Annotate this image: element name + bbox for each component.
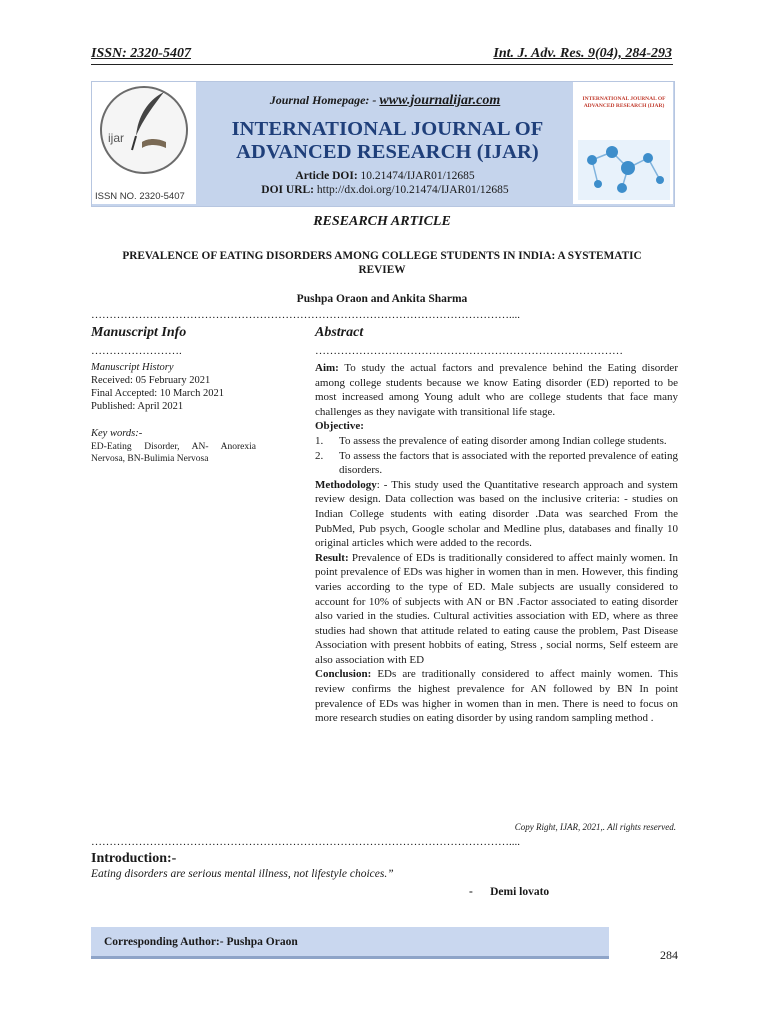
dotted-rule-left: …………………….	[91, 345, 182, 357]
citation-header: Int. J. Adv. Res. 9(04), 284-293	[493, 46, 672, 61]
result-text: Prevalence of EDs is traditionally considered to affect mainly women. In point prevalence of EDs was higher in women than in men. However, this finding varies according to the type of ED. Male subjects are usually considered to account for 10% of subjects with AN or BN .Factor associated to eating disorder also varied in the studies. Cultural activities association with ED, where as three studies had shown that attitude related to eating cause the problem, Past Disease Association with present hobbits of eating, Stress , social norms, Self esteem are also association with ED	[315, 551, 678, 666]
article-title	[91, 249, 673, 277]
issn-header: ISSN: 2320-5407	[91, 46, 191, 61]
keywords-label: Key words:-	[91, 428, 143, 439]
objective-item: 2. To assess the factors that is associated with the reported prevalence of eating disorders.	[315, 449, 678, 477]
homepage-link[interactable]: www.journalijar.com	[379, 93, 501, 108]
abstract-heading: Abstract	[315, 325, 364, 340]
molecule-icon	[578, 140, 670, 200]
abstract-body	[315, 361, 678, 726]
conclusion-text: EDs are traditionally considered to affect mainly women. This review confirms the highest prevalence for AN followed by BN In point prevalence of EDs was higher in women than in men. There is need to focus on more research studies on eating disorder by using random sampling method .	[315, 668, 678, 725]
methodology-label: Methodology	[315, 478, 377, 491]
quote-author: - Demi lovato	[469, 886, 550, 898]
keywords-block	[91, 428, 256, 465]
keywords-text: ED-Eating Disorder, AN- Anorexia Nervosa, BN-Bulimia Nervosa	[91, 442, 256, 464]
objective-item: 1. To assess the prevalence of eating disorder among Indian college students.	[315, 434, 667, 447]
article-title-line1: PREVALENCE OF EATING DISORDERS AMONG COLLEGE STUDENTS IN INDIA: A SYSTEMATIC	[122, 250, 642, 262]
article-type: RESEARCH ARTICLE	[313, 214, 451, 229]
aim-text: To study the actual factors and prevalence behind the Eating disorder among college students because we know Eating disorder (ED) reported to be most increased among Young adult who are college students that face many challenges as they navigate with transitional life stage.	[315, 362, 678, 418]
copyright: Copy Right, IJAR, 2021,. All rights reserved.	[514, 822, 676, 832]
cover-title	[578, 96, 670, 110]
received-date: Received: 05 February 2021	[91, 375, 211, 386]
logo-issn: ISSN NO. 2320-5407	[95, 191, 185, 202]
manuscript-info-heading: Manuscript Info	[91, 325, 187, 340]
doi-value: 10.21474/IJAR01/12685	[360, 170, 475, 182]
quill-icon	[128, 90, 172, 154]
methodology-paragraph	[315, 478, 678, 551]
journal-title-line2: ADVANCED RESEARCH (IJAR)	[236, 141, 539, 163]
accepted-date: Final Accepted: 10 March 2021	[91, 388, 224, 399]
doi-url-label: DOI URL:	[261, 184, 315, 196]
introduction-quote: Eating disorders are serious mental illness, not lifestyle choices.”	[91, 868, 394, 880]
doi-url-link[interactable]: http://dx.doi.org/10.21474/IJAR01/12685	[316, 184, 509, 196]
history-label: Manuscript History	[91, 362, 174, 373]
dotted-rule-top: ……………………………………………………………………………………………………....	[91, 309, 520, 321]
result-paragraph	[315, 551, 678, 668]
conclusion-paragraph	[315, 667, 678, 725]
article-doi	[200, 169, 570, 183]
cover-title-line2: ADVANCED RESEARCH (IJAR)	[583, 103, 665, 109]
aim-label: Aim:	[315, 362, 339, 374]
corresponding-author: Corresponding Author:- Pushpa Oraon	[104, 936, 298, 948]
doi-label: Article DOI:	[295, 170, 358, 182]
objectives-list	[315, 434, 678, 478]
journal-title	[200, 118, 575, 164]
journal-title-line1: INTERNATIONAL JOURNAL OF	[231, 118, 544, 140]
header-rule	[91, 64, 673, 65]
manuscript-history	[91, 361, 261, 413]
aim-paragraph	[315, 361, 678, 419]
doi-url	[200, 183, 570, 197]
objective-heading: Objective:	[315, 420, 364, 433]
published-date: Published: April 2021	[91, 401, 184, 412]
journal-homepage	[200, 93, 570, 109]
result-label: Result:	[315, 551, 349, 564]
page-number: 284	[660, 948, 678, 962]
doi-block	[200, 169, 570, 197]
dotted-rule-bottom: ……………………………………………………………………………………………………....	[91, 836, 520, 848]
dotted-rule-right: …………………………………………………………………………	[315, 345, 623, 357]
homepage-label: Journal Homepage: -	[269, 93, 377, 107]
introduction-heading: Introduction:-	[91, 851, 177, 866]
cover-title-line1: INTERNATIONAL JOURNAL OF	[582, 96, 666, 102]
methodology-text: : - This study used the Quantitative research approach and system review design. Data collection was based on the inclusive criteria: - studies on Indian College students with eating disorder .Data was searched From the PubMed, Pub psych, Google scholar and Medline plus, databases and finally 10 original articles which were added to the records.	[315, 478, 678, 550]
conclusion-label: Conclusion:	[315, 668, 372, 681]
article-title-line2: REVIEW	[358, 264, 406, 276]
article-authors: Pushpa Oraon and Ankita Sharma	[296, 293, 468, 305]
logo-text: ijar	[108, 131, 125, 145]
